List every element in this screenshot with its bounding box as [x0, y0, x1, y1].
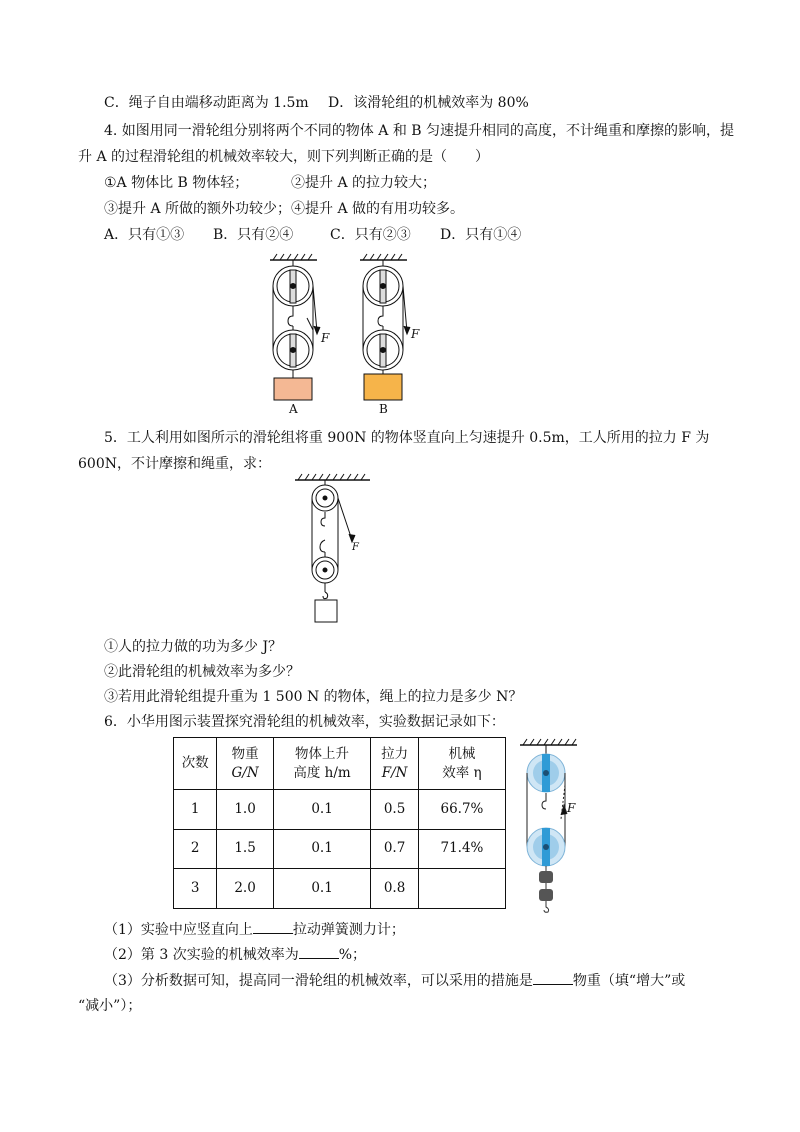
q4-option-a: A．只有①③: [104, 227, 185, 243]
answer-blank-3[interactable]: [533, 970, 573, 985]
force-label: F: [567, 801, 576, 815]
table-cell: 0.8: [371, 869, 419, 909]
block-b-label: B: [379, 402, 388, 416]
table-row: [174, 829, 506, 869]
header-trials: 次数: [174, 738, 217, 790]
block-b: [364, 374, 402, 400]
table-cell: 66.7%: [418, 790, 505, 830]
table-cell: [418, 869, 505, 909]
q5-pulley-figure: [290, 470, 380, 630]
q4-option-d: D．只有①④: [440, 227, 522, 243]
q6-pulley-figure: [515, 735, 585, 915]
q4-statement-4: ④提升 A 做的有用功较多。: [291, 201, 465, 217]
q4-option-b: B．只有②④: [213, 227, 294, 243]
q5-stem-line2: 600N，不计摩擦和绳重，求：: [78, 456, 271, 472]
table-cell: 2.0: [217, 869, 273, 909]
table-cell: 0.5: [371, 790, 419, 830]
header-efficiency: 机械 效率 η: [418, 738, 505, 790]
q4-pulley-figure: [255, 250, 425, 418]
q6-part2: （2）第 3 次实验的机械效率为 %；: [104, 944, 366, 965]
table-cell: 3: [174, 869, 217, 909]
q6-part1: （1）实验中应竖直向上 拉动弹簧测力计；: [104, 919, 405, 940]
force-label-a: F: [321, 331, 330, 345]
pulley-system-a: [270, 254, 320, 378]
weights: [539, 866, 553, 912]
table-cell: 0.1: [273, 829, 371, 869]
q4-statement-2: ②提升 A 的拉力较大；: [291, 175, 437, 191]
block-a-label: A: [289, 402, 298, 416]
header-height: 物体上升 高度 h/m: [273, 738, 371, 790]
movable-pulley: [527, 828, 565, 866]
table-header-row: [174, 738, 506, 790]
table-row: [174, 790, 506, 830]
table-cell: 0.1: [273, 790, 371, 830]
q5-sub3: ③若用此滑轮组提升重为 1 500 N 的物体，绳上的拉力是多少 N？: [104, 689, 523, 705]
table-cell: 2: [174, 829, 217, 869]
fixed-pulley: [527, 754, 565, 792]
force-label-b: F: [411, 327, 420, 341]
q5-stem-line1: 5．工人利用如图所示的滑轮组将重 900N 的物体竖直向上匀速提升 0.5m，工人所用的拉力 F 为: [104, 430, 710, 446]
q6-part3-line2: “减小”）；: [78, 998, 142, 1014]
table-cell: 71.4%: [418, 829, 505, 869]
q4-stem-line2: 升 A 的过程滑轮组的机械效率较大，则下列判断正确的是（ ）: [78, 149, 490, 165]
q4-option-c: C．只有②③: [330, 227, 411, 243]
table-cell: 0.7: [371, 829, 419, 869]
table-cell: 1: [174, 790, 217, 830]
header-weight: 物重 G/N: [217, 738, 273, 790]
q3-option-d: D．该滑轮组的机械效率为 80%: [328, 95, 529, 111]
answer-blank-2[interactable]: [299, 944, 339, 959]
block-a: [274, 378, 312, 400]
q6-stem: 6．小华用图示装置探究滑轮组的机械效率，实验数据记录如下：: [104, 714, 505, 730]
pulley-system-b: [360, 254, 410, 378]
q3-option-c: C．绳子自由端移动距离为 1.5m: [104, 95, 309, 111]
table-cell: 1.5: [217, 829, 273, 869]
q6-part3: （3）分析数据可知，提高同一滑轮组的机械效率，可以采用的措施是 物重（填“增大”或: [104, 970, 685, 991]
q5-sub2: ②此滑轮组的机械效率为多少？: [104, 664, 300, 680]
q5-sub1: ①人的拉力做的功为多少 J？: [104, 639, 283, 655]
table-row: [174, 869, 506, 909]
table-cell: 0.1: [273, 869, 371, 909]
answer-blank-1[interactable]: [253, 919, 293, 934]
q4-statement-3: ③提升 A 所做的额外功较少；: [104, 201, 292, 217]
q4-stem-line1: 4. 如图用同一滑轮组分别将两个不同的物体 A 和 B 匀速提升相同的高度，不计绳重和摩擦的影响，提: [104, 123, 735, 139]
q4-statement-1: ①A 物体比 B 物体轻；: [104, 175, 249, 191]
force-label: F: [352, 542, 359, 553]
table-cell: 1.0: [217, 790, 273, 830]
q6-data-table: [173, 737, 506, 909]
header-force: 拉力 F/N: [371, 738, 419, 790]
